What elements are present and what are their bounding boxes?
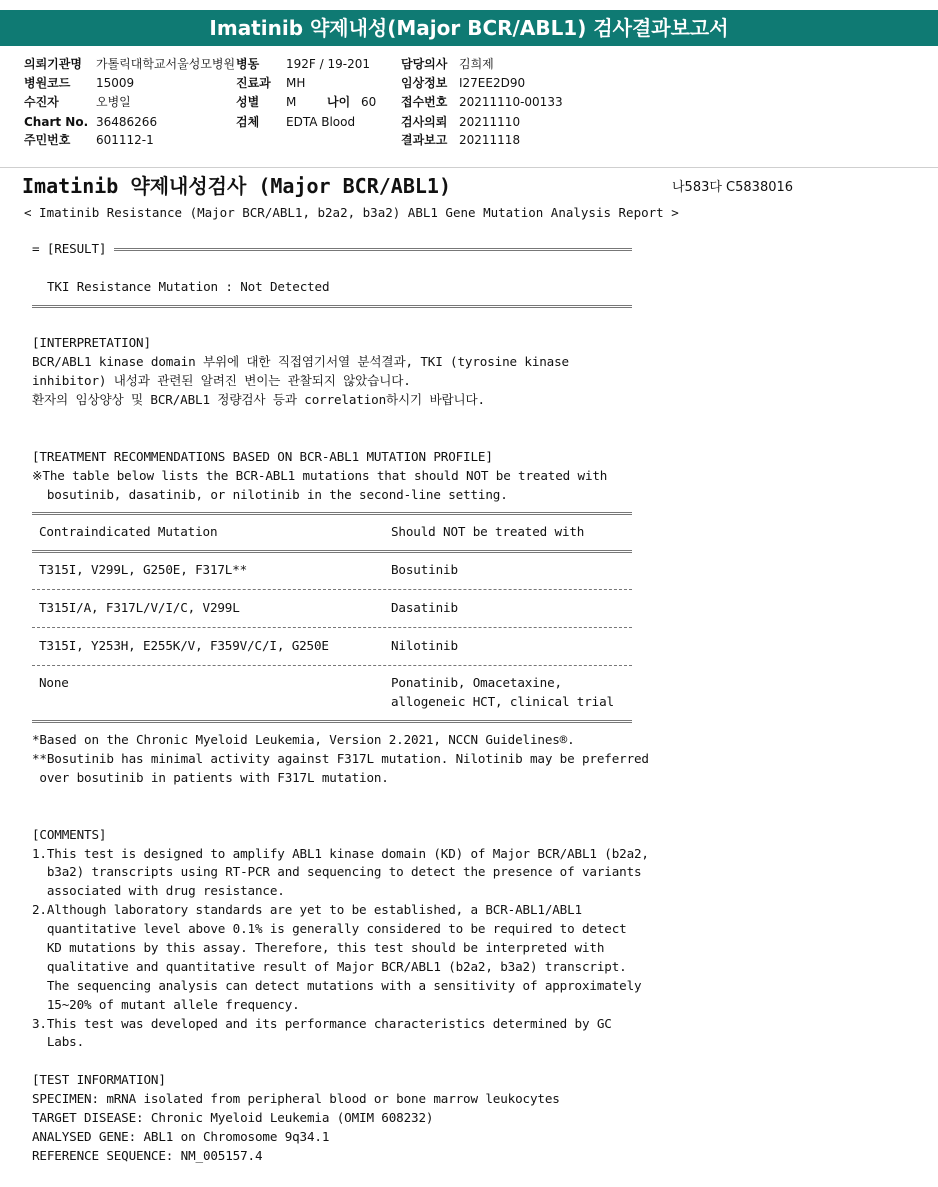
test-info-line: SPECIMEN: mRNA isolated from peripheral blood or bone marrow leukocytes xyxy=(32,1091,560,1107)
hospcode-value: 15009 xyxy=(96,76,135,90)
hospital-value: 가톨릭대학교서울성모병원 xyxy=(96,57,236,71)
drug-cell: Ponatinib, Omacetaxine, xyxy=(391,675,562,691)
mutation-cell: T315I, Y253H, E255K/V, F359V/C/I, G250E xyxy=(39,637,329,653)
drug-cell: Dasatinib xyxy=(391,599,458,615)
treatment-heading: [TREATMENT RECOMMENDATIONS BASED ON BCR-ABL1 MUTATION PROFILE] xyxy=(32,448,493,464)
interpretation-line: inhibitor) 내성과 관련된 알려진 변이는 관찰되지 않았습니다. xyxy=(32,373,411,389)
request-label: 검사의뢰 xyxy=(401,115,448,129)
sex-label: 성별 xyxy=(236,95,260,109)
table-row xyxy=(32,561,672,580)
comment-line: associated with drug resistance. xyxy=(32,883,285,899)
comment-line: Labs. xyxy=(32,1034,85,1050)
header-divider xyxy=(0,167,938,168)
footnote-line: *Based on the Chronic Myeloid Leukemia, Version 2.2021, NCCN Guidelines®. xyxy=(32,732,575,748)
result-heading: = [RESULT] xyxy=(32,240,112,259)
table-top-separator xyxy=(32,504,672,523)
ward-value: 192F / 19-201 xyxy=(286,57,370,71)
footnote-line: **Bosutinib has minimal activity against F317L mutation. Nilotinib may be preferred xyxy=(32,751,649,767)
interpretation-line: 환자의 임상양상 및 BCR/ABL1 정량검사 등과 correlation하시기 바랍니다. xyxy=(32,392,485,408)
mutation-cell: None xyxy=(39,675,69,691)
report-date-value: 20211118 xyxy=(459,133,521,147)
test-info-heading: [TEST INFORMATION] xyxy=(32,1072,166,1088)
row-separator xyxy=(32,656,672,675)
header-row-2 xyxy=(0,74,938,93)
report-code: 나583다 C5838016 xyxy=(672,180,794,195)
request-value: 20211110 xyxy=(459,115,521,129)
table-row xyxy=(32,599,672,618)
mutation-cell: T315I, V299L, G250E, F317L** xyxy=(39,562,248,578)
dept-value: MH xyxy=(286,76,306,90)
comment-line: quantitative level above 0.1% is generally considered to be required to detect xyxy=(32,921,627,937)
hospital-label: 의뢰기관명 xyxy=(24,57,82,71)
clinical-value: I27EE2D90 xyxy=(459,76,526,90)
column-header-mutation: Contraindicated Mutation xyxy=(39,524,218,540)
row-separator xyxy=(32,618,672,637)
chart-value: 36486266 xyxy=(96,115,158,129)
id-label: 주민번호 xyxy=(24,133,71,147)
table-row xyxy=(32,674,672,693)
comment-line: 3.This test was developed and its performance characteristics determined by GC xyxy=(32,1015,612,1031)
clinical-label: 임상정보 xyxy=(401,76,448,90)
row-separator xyxy=(32,580,672,599)
treatment-note-line: ※The table below lists the BCR-ABL1 mutations that should NOT be treated with xyxy=(32,467,608,483)
result-separator xyxy=(32,297,672,316)
header-row-3 xyxy=(0,93,938,112)
comment-line: 1.This test is designed to amplify ABL1 kinase domain (KD) of Major BCR/ABL1 (b2a2, xyxy=(32,845,649,861)
table-row xyxy=(32,637,672,656)
specimen-label: 검체 xyxy=(236,115,260,129)
dept-label: 진료과 xyxy=(236,76,271,90)
mutation-cell: T315I/A, F317L/V/I/C, V299L xyxy=(39,599,240,615)
interpretation-line: BCR/ABL1 kinase domain 부위에 대한 직접염기서열 분석결과, TKI (tyrosine kinase xyxy=(32,354,569,370)
column-header-drug: Should NOT be treated with xyxy=(391,524,585,540)
header-row-4 xyxy=(0,113,938,132)
header-row-1 xyxy=(0,55,938,74)
receipt-label: 접수번호 xyxy=(401,95,448,109)
report-date-label: 결과보고 xyxy=(401,133,448,147)
treatment-table xyxy=(32,504,672,731)
test-info-line: REFERENCE SEQUENCE: NM_005157.4 xyxy=(32,1147,263,1163)
collector-label: 수진자 xyxy=(24,95,59,109)
doctor-label: 담당의사 xyxy=(401,57,448,71)
comment-line: 2.Although laboratory standards are yet to be established, a BCR-ABL1/ABL1 xyxy=(32,902,582,918)
age-value: 60 xyxy=(361,95,377,109)
hospcode-label: 병원코드 xyxy=(24,76,71,90)
comment-line: 15~20% of mutant allele frequency. xyxy=(32,996,300,1012)
age-label: 나이 xyxy=(327,95,351,109)
report-banner-title: Imatinib 약제내성(Major BCR/ABL1) 검사결과보고서 xyxy=(0,10,938,46)
receipt-value: 20211110-00133 xyxy=(459,95,563,109)
comment-line: qualitative and quantitative result of Major BCR/ABL1 (b2a2, b3a2) transcript. xyxy=(32,958,627,974)
comment-line: KD mutations by this assay. Therefore, this test should be interpreted with xyxy=(32,939,605,955)
drug-cell-continued: allogeneic HCT, clinical trial xyxy=(391,694,614,710)
comment-line: b3a2) transcripts using RT-PCR and sequencing to detect the presence of variants xyxy=(32,864,642,880)
doctor-value: 김희제 xyxy=(459,57,494,71)
test-info-line: ANALYSED GENE: ABL1 on Chromosome 9q34.1 xyxy=(32,1128,330,1144)
interpretation-heading: [INTERPRETATION] xyxy=(32,335,151,351)
result-heading-line xyxy=(32,240,672,259)
sex-value: M xyxy=(286,95,297,109)
report-body xyxy=(32,240,672,1166)
header-row-5 xyxy=(0,131,938,150)
ward-label: 병동 xyxy=(236,57,260,71)
treatment-note-line: bosutinib, dasatinib, or nilotinib in the second-line setting. xyxy=(32,486,508,502)
comment-line: The sequencing analysis can detect mutations with a sensitivity of approximately xyxy=(32,977,642,993)
test-info-line: TARGET DISEASE: Chronic Myeloid Leukemia (OMIM 608232) xyxy=(32,1109,434,1125)
drug-cell: Nilotinib xyxy=(391,637,458,653)
table-bottom-separator xyxy=(32,712,672,731)
chart-label: Chart No. xyxy=(24,115,89,129)
id-value: 601112-1 xyxy=(96,133,154,147)
comments-heading: [COMMENTS] xyxy=(32,826,107,842)
report-title: Imatinib 약제내성검사 (Major BCR/ABL1) xyxy=(22,174,451,198)
drug-cell: Bosutinib xyxy=(391,562,458,578)
footnote-line: over bosutinib in patients with F317L mutation. xyxy=(32,769,389,785)
collector-value: 오병일 xyxy=(96,95,131,109)
table-header-separator xyxy=(32,542,672,561)
specimen-value: EDTA Blood xyxy=(286,115,356,129)
result-text: TKI Resistance Mutation : Not Detected xyxy=(47,278,330,294)
patient-header xyxy=(0,53,938,167)
table-row-continued xyxy=(32,693,672,712)
report-subtitle: < Imatinib Resistance (Major BCR/ABL1, b2a2, b3a2) ABL1 Gene Mutation Analysis Report > xyxy=(24,205,679,220)
table-header-row xyxy=(32,523,672,542)
